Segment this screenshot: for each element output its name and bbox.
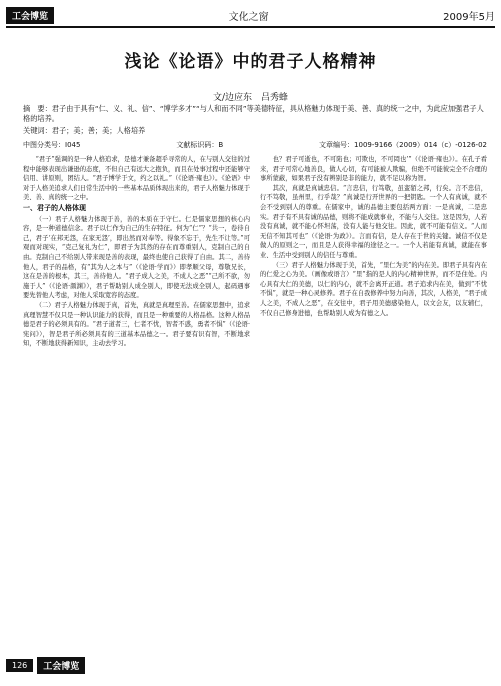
journal-brand: 工会博览 [6,7,54,24]
clc-number: 中图分类号：I045 [23,141,81,149]
page-number: 126 [6,659,33,672]
classification-row [23,140,487,150]
document-code: 文献标识码：B [176,141,224,149]
body-paragraph: （三）君子人格魅力体现于美，首先，“里仁为美”的内在美。即君子具有内在的仁爱之心为美。（画像或语言）“里”指的是人的内心精神世界，而不是住处。内心具有大仁的美德，以仁的内心，就不会离开正道。君子追求内在美，做到“不忧不惧”，就是一种心灵修养。君子在自我修养中努力向善，其次，人格美，“君子成人之美，不成人之恶”，在交往中，君子用美德感染他人，以文会友，以友辅仁，不仅自己修身进德，也帮助别人成为有德之人。 [260,261,487,317]
footer-brand: 工会博览 [37,657,85,674]
article-number: 文章编号：1009-9166（2009）014（c）-0126-02 [319,141,487,149]
header-rule [6,26,495,28]
article-body [23,155,487,650]
column-left [23,155,250,650]
body-paragraph: （二）君子人格魅力体现于真，首先，真就是真理至善。在儒家思想中，追求真理智慧不仅只是一种认识能力的获得，而且是一种重要的人格品格。这种人格品德是君子的必须具有的。“君子道者三，仁者不忧，智者不惑，勇者不惧”（《论语·宪问》），智是君子所必须具有的三道基本品德之一。君子要有识有智，不断地求知，不断地获得新知识，主动去学习。 [23,301,250,348]
section-heading: 一、君子的人格体现 [23,203,86,212]
article-title: 浅论《论语》中的君子人格精神 [124,52,377,72]
column-right [260,155,487,650]
page-header [6,6,495,24]
body-paragraph: 其次，真就是真诚忠信。“言忠信，行笃敬，虽蛮貊之邦，行矣。言不忠信，行不笃敬，虽州里，行乎哉？”真诚是行开世界的一把钥匙。一个人有真诚，就不会不受到别人的尊重。在儒家中，诚的品德主要包括两方面：一是真诚，二是忠实。君子有不具有诚的品德，则将不能成就事业，不能与人交往。这是因为，人若没有真诚，就不能心怀坦荡，没有人能与他交往。因此，就不可能有信义。“人而无信不知其可也”（《论语·为政》）。言而有信，是人存在于世的关键。诚信不仅是做人的原则之一，而且是人获得幸福的途径之一。一个人若能有真诚，就能在事业、生活中受到别人的信任与尊重。 [260,184,487,259]
body-paragraph: 也？君子可逝也，不可陷也；可欺也，不可罔也’”（《论语·雍也》）。在孔子看来，君子可常心地善良，做人心切，有可能被人欺骗，但绝不可能彼完全不合理的事所蒙蔽，如果君子没有辨别是非的能力，就不足以称为智。 [260,156,487,183]
page-footer [6,657,85,674]
body-paragraph: （一）君子人格魅力体现于善，善的本质在于守仁。仁是儒家思想的核心内容，是一种道德信念。君子以仁作为自己的生存特征。何为“仁”？“共一，卷待自己，君子‘在邦无怨，在家无怨’，即出然而对奉等。得象不忘于，先生不让等。”可观而对现实，“克己复礼为仁”，即君子为其然的存在而尊重别人，克制自己的自由。克制自己不给别人带来现是善的表现，最终也使自己获得了自由。其二，善待他人，君子的品格，有“其为人之本与”（《论语·学而》）即孝顺父母，尊敬兄长，这在是善的根本，其三，善待他人。“君子成人之美，不成人之恶”“己所不欲，勿施于人”（《论语·颜渊》），君子帮助别人成全别人，即使无法成全别人，起码遇事要先替他人考虑，对他人采取宽容的态度。 [23,215,250,300]
authors: 文/边应东 吕秀蜂 [212,93,289,103]
issue-date: 2009年5月 [443,11,495,23]
section-title: 文化之窗 [228,11,269,23]
intro-paragraph: “君子”强调的是一种人格追求，是德才兼备超乎寻常的人，在与别人交往的过程中能够表现出谦逊的态度，不但自己有远大之抱负，而且在处事过程中还能够守信用、讲原则，团结人。“君子博学于文，约之以礼。”（《论语·雍也》）。《论语》中对于人格美追求人们日常生活中的一些基本品质体现出来的，君子人格魅力体现于美、善、真的统一之中。 [23,156,250,202]
abstract: 摘 要：君子由于具有“仁、义、礼、信”、“博学多才”“与人和而不同”等美德特征，具从格魅力体现于美、善、真的统一之中，为此应加强君子人格的培养。 [23,104,484,123]
keywords: 关键词：君子；美；善；美；人格培养 [23,126,146,135]
